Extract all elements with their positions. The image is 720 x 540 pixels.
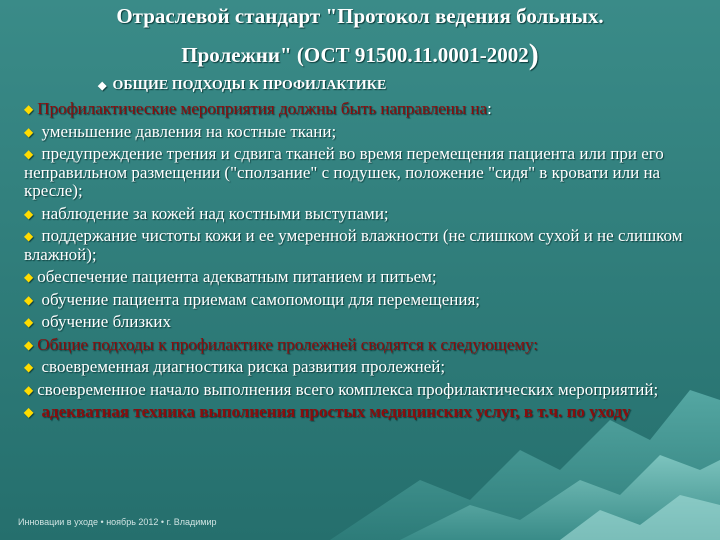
diamond-bullet-icon: ◆ (24, 270, 34, 284)
list-item: ◆ обучение близких (24, 312, 171, 331)
list-item: ◆ наблюдение за кожей над костными выступами; (24, 203, 389, 223)
list-item: ◆ уменьшение давления на костные ткани; (24, 121, 337, 141)
diamond-bullet-icon: ◆ (24, 315, 34, 329)
slide-footer: Инновации в уходе • ноябрь 2012 • г. Владимир (18, 517, 217, 527)
list-item: ◆ обеспечение пациента адекватным питанием и питьем; (24, 267, 437, 286)
diamond-bullet-icon: ◆ (24, 405, 34, 419)
slide-title-line-2 (0, 40, 720, 70)
list-item: ◆ Общие подходы к профилактике пролежней сводятся к следующему: (24, 334, 538, 354)
diamond-bullet-icon: ◆ (24, 124, 34, 139)
list-item: ◆ адекватная техника выполнения простых медицинских услуг, в т.ч. по уходу (24, 402, 631, 421)
diamond-bullet-icon: ◆ (24, 147, 34, 161)
list-item: ◆ поддержание чистоты кожи и ее умеренной влажности (не слишком сухой и не слишком влажной); (24, 226, 683, 264)
subheading (98, 78, 386, 94)
diamond-bullet-icon: ◆ (24, 206, 34, 221)
diamond-bullet-icon: ◆ (24, 337, 34, 352)
list-item: ◆ предупреждение трения и сдвига тканей во время перемещения пациента или при его неправильном размещении ("сползание" с подушек, положение "сидя" в кровати или на кресле); (24, 144, 664, 200)
slide-title-text: Пролежни" (ОСТ 91500.11.0001-2002 (181, 43, 529, 67)
list-item: ◆ своевременное начало выполнения всего комплекса профилактических мероприятий; (24, 379, 659, 399)
slide-title-paren: ) (528, 38, 539, 71)
diamond-bullet-icon: ◆ (24, 102, 34, 116)
diamond-bullet-icon: ◆ (24, 292, 34, 307)
diamond-bullet-icon: ◆ (98, 80, 107, 92)
diamond-bullet-icon: ◆ (24, 229, 34, 243)
diamond-bullet-icon: ◆ (24, 382, 34, 397)
slide-title-line-1: Отраслевой стандарт "Протокол ведения больных. (116, 4, 604, 28)
list-item: ◆ обучение пациента приемам самопомощи для перемещения; (24, 289, 481, 309)
diamond-bullet-icon: ◆ (24, 360, 34, 374)
bullet-list (24, 100, 704, 426)
list-item: ◆ своевременная диагностика риска развития пролежней; (24, 357, 446, 376)
list-item: ◆ Профилактические мероприятия должны быть направлены на: (24, 99, 492, 118)
subheading-text: ОБЩИЕ ПОДХОДЫ К ПРОФИЛАКТИКЕ (112, 78, 387, 93)
